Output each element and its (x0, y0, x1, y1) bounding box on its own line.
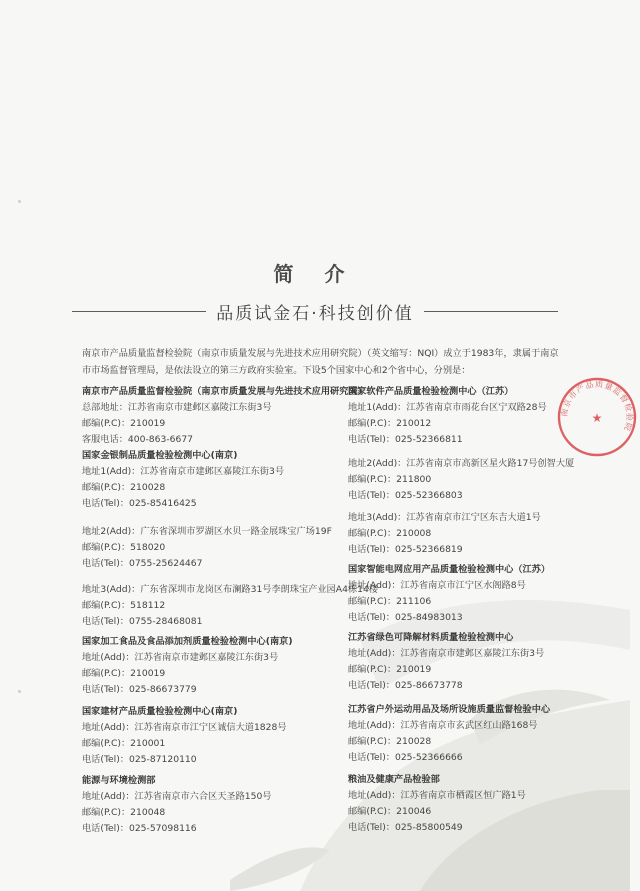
contact-line: 邮编(P.C)：210019 (82, 668, 166, 679)
contact-line: 地址(Add)：江苏省南京市江宁区水阁路8号 (348, 580, 526, 591)
slogan: 品质试金石·科技创价值 (216, 303, 414, 324)
center-name: 能源与环境检测部 (82, 775, 156, 786)
divider-left (72, 311, 206, 312)
contact-line: 客服电话：400-863-6677 (82, 434, 194, 445)
contact-line: 电话(Tel)：025-52366811 (348, 434, 463, 445)
contact-line: 邮编(P.C)：518020 (82, 542, 166, 553)
contact-line: 邮编(P.C)：210048 (82, 807, 166, 818)
contact-line: 邮编(P.C)：210019 (82, 418, 166, 429)
contact-line: 地址(Add)：江苏省南京市建邺区嘉陵江东街3号 (82, 652, 279, 663)
contact-line: 地址(Add)：江苏省南京市建邺区嘉陵江东街3号 (348, 648, 545, 659)
contact-line: 电话(Tel)：025-52366819 (348, 544, 463, 555)
center-contact-block (82, 634, 337, 698)
contact-line: 邮编(P.C)：211106 (348, 596, 432, 607)
contact-line: 地址1(Add)：江苏省南京市建邺区嘉陵江东街3号 (82, 466, 285, 477)
contact-line: 地址2(Add)：广东省深圳市罗湖区水贝一路金展珠宝广场19F (82, 526, 332, 537)
contact-line: 电话(Tel)：0755-28468081 (82, 616, 203, 627)
center-name: 南京市产品质量监督检验院（南京市质量发展与先进技术应用研究院） (82, 386, 367, 397)
center-name: 国家智能电网应用产品质量检验检测中心（江苏） (348, 564, 551, 575)
contact-line: 电话(Tel)：0755-25624467 (82, 558, 203, 569)
center-contact-block (82, 582, 378, 630)
divider-right (424, 311, 558, 312)
contact-line: 邮编(P.C)：210019 (348, 664, 432, 675)
contact-line: 地址3(Add)：江苏省南京市江宁区东吉大道1号 (348, 512, 541, 523)
contact-line: 电话(Tel)：025-57098116 (82, 823, 197, 834)
intro-paragraph: 南京市产品质量监督检验院（南京市质量发展与先进技术应用研究院）（英文缩写：NQI）成立于1983年，隶属于南京市市场监督管理局，是依法设立的第三方政府实验室。下设5个国家中心和2个省中心，分别是： (82, 348, 559, 376)
official-seal-stamp (554, 374, 640, 460)
center-contact-block (348, 510, 603, 558)
center-name: 国家加工食品及食品添加剂质量检验检测中心(南京) (82, 636, 293, 647)
center-contact-block (348, 562, 603, 626)
contact-line: 电话(Tel)：025-86673778 (348, 680, 463, 691)
subtitle-row (72, 300, 558, 322)
center-contact-block (82, 448, 337, 512)
center-name: 粮油及健康产品检验部 (348, 774, 440, 785)
contact-line: 邮编(P.C)：211800 (348, 474, 432, 485)
contact-line: 电话(Tel)：025-87120110 (82, 754, 197, 765)
contact-line: 地址(Add)：江苏省南京市江宁区诚信大道1828号 (82, 722, 287, 733)
contact-line: 邮编(P.C)：210008 (348, 528, 432, 539)
contact-line: 邮编(P.C)：518112 (82, 600, 166, 611)
contact-line: 电话(Tel)：025-85416425 (82, 498, 197, 509)
contact-line: 电话(Tel)：025-52366803 (348, 490, 463, 501)
center-contact-block (82, 524, 337, 572)
center-name: 国家软件产品质量检验检测中心（江苏） (348, 386, 514, 397)
contact-line: 邮编(P.C)：210001 (82, 738, 166, 749)
contact-line: 总部地址：江苏省南京市建邺区嘉陵江东街3号 (82, 402, 272, 413)
center-name: 江苏省户外运动用品及场所设施质量监督检验中心 (348, 704, 551, 715)
center-name: 国家建材产品质量检验检测中心(南京) (82, 706, 238, 717)
contact-line: 电话(Tel)：025-85800549 (348, 822, 463, 833)
contact-line: 电话(Tel)：025-86673779 (82, 684, 197, 695)
contact-line: 电话(Tel)：025-52366666 (348, 752, 463, 763)
contact-line: 邮编(P.C)：210028 (82, 482, 166, 493)
contact-line: 地址(Add)：江苏省南京市玄武区红山路168号 (348, 720, 538, 731)
center-contact-block (82, 384, 367, 448)
contact-line: 地址1(Add)：江苏省南京市雨花台区宁双路28号 (348, 402, 547, 413)
contact-line: 地址2(Add)：江苏省南京市高新区星火路17号创智大厦 (348, 458, 575, 469)
contact-line: 电话(Tel)：025-84983013 (348, 612, 463, 623)
center-contact-block (82, 704, 337, 768)
center-contact-block (348, 630, 603, 694)
seal-text: 南京市产品质量监督检验院 (559, 379, 635, 433)
contact-line: 地址(Add)：江苏省南京市栖霞区恒广路1号 (348, 790, 526, 801)
contact-line: 邮编(P.C)：210046 (348, 806, 432, 817)
contact-line: 地址(Add)：江苏省南京市六合区天圣路150号 (82, 791, 272, 802)
center-name: 江苏省绿色可降解材料质量检验检测中心 (348, 632, 514, 643)
contact-line: 邮编(P.C)：210012 (348, 418, 432, 429)
page-title: 简 介 (273, 262, 357, 286)
contact-line: 邮编(P.C)：210028 (348, 736, 432, 747)
svg-text:★: ★ (591, 411, 603, 425)
center-contact-block (348, 456, 603, 504)
center-contact-block (348, 702, 603, 766)
center-contact-block (82, 773, 337, 837)
center-name: 国家金银制品质量检验检测中心(南京) (82, 450, 238, 461)
center-contact-block (348, 772, 603, 836)
contact-line: 地址3(Add)：广东省深圳市龙岗区布澜路31号李朗珠宝产业园A4栋14楼 (82, 584, 378, 595)
